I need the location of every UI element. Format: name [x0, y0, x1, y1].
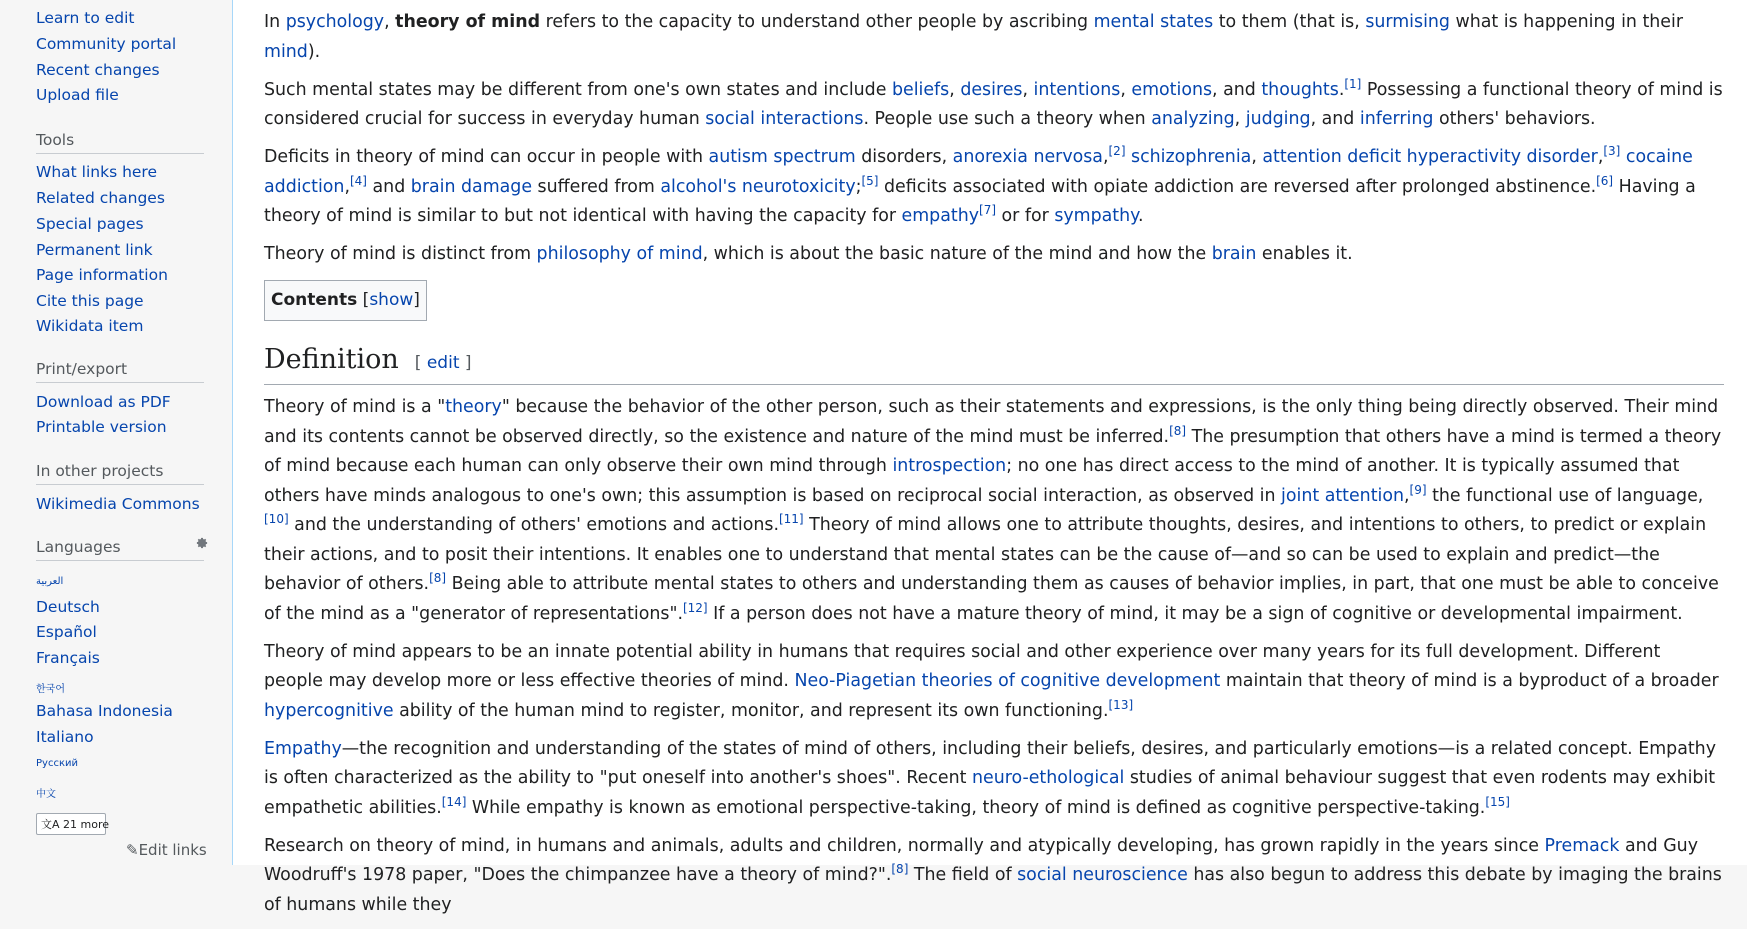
citation-link[interactable]: [6] [1596, 173, 1614, 188]
more-languages-button[interactable] [36, 813, 110, 835]
citation-link[interactable]: [13] [1108, 697, 1134, 712]
text-run: refers to the capacity to understand other people by ascribing [540, 12, 1094, 32]
article-link[interactable]: sympathy [1054, 206, 1138, 226]
article-link[interactable]: introspection [892, 456, 1007, 476]
article-link[interactable]: brain damage [410, 176, 533, 197]
sidebar-link-wikimedia-commons[interactable]: Wikimedia Commons [36, 495, 200, 513]
sidebar [0, 0, 232, 865]
text-run: Theory of mind allows one to attribute thoughts, desires, and intentions to others, to predict or explain their actions, and to posit their intentions. It enables one to understand that mental states can be the cause of—and so can be used to explain and predict—the behavior of others. [264, 515, 1707, 594]
text-run: others' behaviors. [1433, 109, 1596, 129]
citation-link[interactable]: [8] [1169, 423, 1187, 438]
lang-francais[interactable]: Français [36, 649, 100, 667]
article-link[interactable]: anorexia nervosa [952, 147, 1103, 167]
citation [1344, 77, 1361, 91]
citation-link[interactable]: [7] [979, 203, 997, 217]
article-link[interactable]: surmising [1365, 12, 1450, 32]
citation [861, 174, 878, 188]
text-run: , [1022, 79, 1034, 100]
print-export-heading: Print/export [36, 360, 204, 383]
text-run: Research on theory of mind, in humans and animals, adults and children, normally and atypically developing, has grown rapidly in the years since [264, 835, 1545, 856]
translate-icon: 文A [41, 818, 60, 831]
article-link[interactable]: social neuroscience [1017, 865, 1188, 885]
sidebar-link-wikidata-item[interactable]: Wikidata item [36, 317, 144, 335]
lang-bahasa-indonesia[interactable]: Bahasa Indonesia [36, 702, 173, 720]
text-run: , and [1212, 79, 1262, 100]
text-run: , which is about the basic nature of the mind and how the [702, 244, 1212, 264]
article-link[interactable]: analyzing [1151, 109, 1235, 129]
text-run: , and [1310, 109, 1360, 129]
sidebar-link-page-information[interactable]: Page information [36, 266, 168, 284]
article-link[interactable]: intentions [1033, 79, 1121, 100]
citation-link[interactable]: [4] [349, 173, 367, 188]
text-run: , [384, 12, 396, 32]
gear-icon[interactable] [195, 536, 209, 550]
article-link[interactable]: emotions [1131, 79, 1213, 100]
article-link[interactable]: autism spectrum [708, 147, 856, 167]
citation [1109, 698, 1134, 712]
citation-link[interactable]: [5] [861, 173, 879, 188]
citation [891, 862, 908, 876]
edit-links-label: Edit links [138, 841, 207, 859]
text-run: , [1251, 147, 1263, 167]
table-of-contents [264, 280, 427, 321]
text-run: Theory of mind is distinct from [264, 244, 537, 264]
section-edit-link[interactable]: edit [426, 353, 460, 373]
article-paragraph [264, 735, 1724, 824]
text-run: . [1137, 206, 1144, 226]
citation-link[interactable]: [15] [1485, 794, 1510, 809]
citation [1485, 795, 1510, 809]
citation [1603, 144, 1620, 158]
text-run: . People use such a theory when [863, 109, 1152, 129]
sidebar-link-cite-this-page[interactable]: Cite this page [36, 292, 144, 310]
text-run: Such mental states may be different from one's own states and include [264, 79, 892, 100]
text-run: what is happening in their [1449, 12, 1683, 32]
lang-deutsch[interactable]: Deutsch [36, 598, 100, 616]
text-run: or for [996, 206, 1055, 226]
text-run: studies of animal behaviour suggest that even rodents may exhibit empathetic abilities. [264, 768, 1716, 818]
citation-link[interactable]: [12] [682, 600, 708, 615]
citation [779, 512, 804, 526]
citation-link[interactable]: [14] [441, 794, 467, 809]
text-run: —the recognition and understanding of the states of mind of others, including their beliefs, desires, and particularly emotions—is a related concept. Empathy is often characterized as the ability to "put oneself into another's shoes". Recent [264, 738, 1716, 788]
toc-bracket-open: [ [362, 290, 370, 310]
article-paragraph [264, 638, 1724, 727]
article-link[interactable]: attention deficit hyperactivity disorder [1262, 147, 1598, 167]
lang-italiano[interactable]: Italiano [36, 728, 94, 746]
sidebar-link-special-pages[interactable]: Special pages [36, 215, 144, 233]
edit-links[interactable] [126, 841, 207, 859]
text-run: maintain that theory of mind is a byproduct of a broader [1220, 671, 1719, 691]
text-run: Deficits in theory of mind can occur in people with [264, 147, 709, 167]
text-run: deficits associated with opiate addiction are reversed after prolonged abstinence. [878, 176, 1597, 197]
text-run: ; [855, 176, 862, 197]
lang-russian[interactable]: Русский [36, 758, 78, 769]
text-run: ). [307, 41, 321, 62]
article-content [232, 0, 1747, 915]
citation-link[interactable]: [3] [1603, 144, 1621, 158]
article-paragraph [264, 143, 1724, 232]
article-link[interactable]: brain [1211, 244, 1257, 264]
article-link[interactable]: psychology [285, 12, 385, 32]
sidebar-link-printable-version[interactable]: Printable version [36, 418, 167, 436]
citation [1109, 144, 1126, 158]
sidebar-link-permanent-link[interactable]: Permanent link [36, 241, 153, 259]
text-run: , [1597, 147, 1604, 167]
citation [442, 795, 467, 809]
article-link[interactable]: inferring [1359, 109, 1434, 129]
text-run: . [1338, 79, 1345, 100]
citation [979, 203, 996, 217]
lang-chinese[interactable]: 中文 [36, 789, 56, 800]
sidebar-link-what-links-here[interactable]: What links here [36, 163, 157, 181]
article-link[interactable]: beliefs [891, 79, 950, 100]
text-run: and [366, 176, 411, 197]
article-link[interactable]: cocaine addiction [264, 147, 1693, 197]
toc-bracket-close: ] [413, 290, 420, 310]
article-link[interactable]: philosophy of mind [536, 244, 703, 264]
text-run: , [1102, 147, 1109, 167]
other-projects-heading: In other projects [36, 462, 204, 485]
text-run: , [1404, 485, 1410, 506]
text-run: Theory of mind appears to be an innate potential ability in humans that requires social and other experience over many years for its full development. Different people may develop more or less effective theories of mind. [264, 641, 1661, 691]
article-paragraph [264, 8, 1724, 67]
text-run: Being able to attribute mental states to others and understanding them as causes of behavior implies, in part, that one must be able to conceive of the mind as a "generator of representations". [264, 574, 1719, 624]
text-run: The presumption that others have a mind is termed a theory of mind because each human can only observe their own mind through [264, 426, 1722, 476]
text-run: ; no one has direct access to the mind of another. It is typically assumed that others have minds analogous to one's own; this assumption is based on reciprocal social interaction, as observed in [264, 456, 1680, 506]
text-run: ability of the human mind to register, monitor, and represent its own functioning. [393, 700, 1109, 721]
citation-link[interactable]: [11] [778, 512, 804, 526]
citation [1596, 174, 1613, 188]
text-run: suffered from [532, 176, 661, 197]
section-edit: [ edit ] [414, 353, 472, 373]
lang-korean[interactable]: 한국어 [36, 684, 65, 695]
text-run: Having a theory of mind is similar to but not identical with having the capacity for [264, 176, 1696, 226]
article-link[interactable]: thoughts [1261, 79, 1339, 100]
article-link[interactable]: mental states [1093, 12, 1214, 32]
article-link[interactable]: joint attention [1281, 485, 1405, 506]
text-run: , [1120, 79, 1132, 100]
text-run: , [949, 79, 961, 100]
text-run: Theory of mind is a " [264, 397, 446, 417]
citation-link[interactable]: [8] [429, 571, 447, 585]
citation [350, 174, 367, 188]
sidebar-link-learn-to-edit[interactable]: Learn to edit [36, 9, 135, 27]
section-heading-definition [264, 343, 1724, 385]
article-link[interactable]: Premack [1544, 835, 1620, 856]
article-paragraph [264, 240, 1724, 270]
lang-arabic[interactable]: العربية [36, 576, 64, 587]
text-run: , [1234, 109, 1246, 129]
text-run: and Guy Woodruff's 1978 paper, "Does the chimpanzee have a theory of mind?". [264, 835, 1699, 885]
text-run: The field of [908, 865, 1018, 885]
text-run: disorders, [855, 147, 953, 167]
text-run: has also begun to address this debate by imaging the brains of humans while they [264, 865, 1722, 915]
text-run: If a person does not have a mature theory of mind, it may be a sign of cognitive or developmental impairment. [707, 603, 1683, 624]
article-paragraph [264, 393, 1724, 629]
citation-link[interactable]: [2] [1108, 144, 1126, 158]
article-paragraph [264, 76, 1724, 135]
more-languages-label: 21 more [63, 818, 110, 831]
toc-label: Contents [271, 290, 358, 310]
citation [1169, 424, 1186, 438]
article-link[interactable]: social interactions [705, 109, 864, 129]
article-link[interactable]: judging [1245, 109, 1311, 129]
article-link[interactable]: desires [960, 79, 1023, 100]
sidebar-link-community-portal[interactable]: Community portal [36, 35, 177, 53]
text-run: Possessing a functional theory of mind is considered crucial for success in everyday human [264, 79, 1723, 129]
bold-term: theory of mind [395, 12, 541, 32]
citation [264, 512, 289, 526]
pencil-icon: ✎ [126, 841, 139, 859]
citation [1410, 483, 1427, 497]
article-link[interactable]: Empathy [264, 738, 342, 759]
citation [429, 571, 446, 585]
text-run: the functional use of language, [1426, 485, 1704, 506]
toc-show-toggle[interactable]: show [369, 290, 414, 310]
article-link[interactable]: schizophrenia [1131, 147, 1252, 167]
citation-link[interactable]: [8] [891, 862, 909, 876]
article-link[interactable]: Neo-Piagetian theories of cognitive development [794, 671, 1221, 691]
text-run: " because the behavior of the other person, such as their statements and expressions, is the only thing being directly observed. Their mind and its contents cannot be observed directly, so the existence and nature of the mind must be inferred. [264, 397, 1719, 447]
text-run: While empathy is known as emotional perspective-taking, theory of mind is defined as cognitive perspective-taking. [466, 797, 1486, 818]
article-link[interactable]: empathy [901, 206, 980, 226]
citation-link[interactable]: [9] [1409, 482, 1427, 497]
article-link[interactable]: neuro-ethological [971, 768, 1125, 788]
sidebar-link-related-changes[interactable]: Related changes [36, 189, 165, 207]
lang-espanol[interactable]: Español [36, 623, 97, 641]
sidebar-link-upload-file[interactable]: Upload file [36, 86, 119, 104]
languages-heading: Languages [36, 538, 204, 561]
article-link[interactable]: mind [264, 41, 308, 62]
sidebar-link-recent-changes[interactable]: Recent changes [36, 61, 160, 79]
citation [683, 601, 708, 615]
article-link[interactable]: alcohol's neurotoxicity [660, 176, 856, 197]
article-link[interactable]: theory [445, 397, 502, 417]
text-run: and the understanding of others' emotions and actions. [288, 515, 779, 535]
citation-link[interactable]: [10] [264, 512, 289, 526]
section-title: Definition [264, 344, 399, 375]
tools-heading: Tools [36, 131, 204, 154]
text-run: enables it. [1256, 244, 1353, 264]
article-body [264, 8, 1724, 929]
citation-link[interactable]: [1] [1344, 76, 1362, 91]
article-link[interactable]: hypercognitive [264, 700, 394, 721]
text-run: In [264, 12, 286, 32]
sidebar-link-download-pdf[interactable]: Download as PDF [36, 393, 171, 411]
text-run: to them (that is, [1213, 12, 1366, 32]
article-paragraph [264, 832, 1724, 921]
text-run: , [344, 176, 350, 197]
